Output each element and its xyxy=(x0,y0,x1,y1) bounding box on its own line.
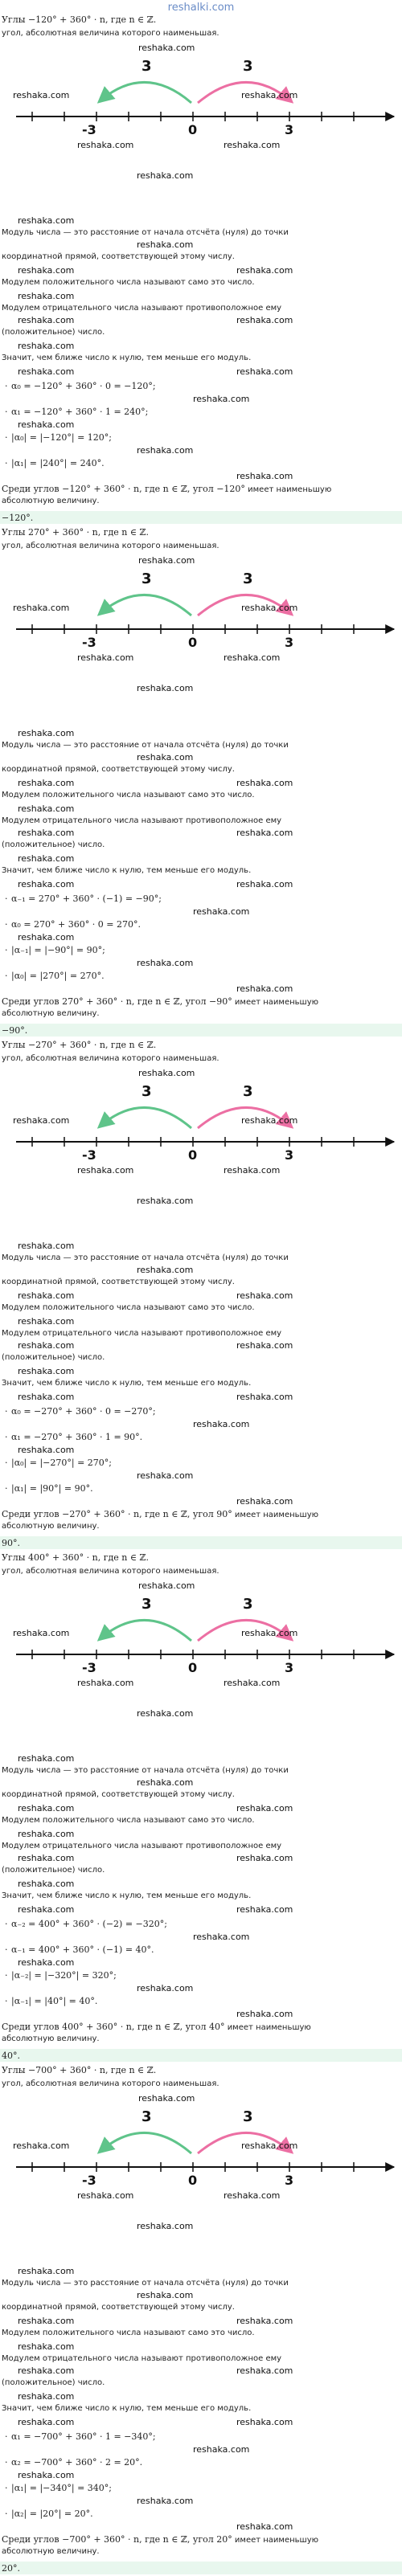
definition-line: Модулем отрицательного числа называют противоположное ему xyxy=(2,1329,282,1338)
calc-step: · |α₁| = |240°| = 240°. xyxy=(11,458,105,468)
watermark: reshaka.com xyxy=(18,879,75,889)
calc-step: · |α₋₁| = |40°| = 40°. xyxy=(11,1996,97,2006)
definition-line: координатной прямой, соответствующей этому числу. xyxy=(2,1790,235,1799)
watermark: reshaka.com xyxy=(137,1983,194,1993)
result-line xyxy=(2,2534,318,2545)
definition-line: координатной прямой, соответствующей этому числу. xyxy=(2,2303,235,2312)
watermark: reshaka.com xyxy=(137,239,194,250)
axis-label-zero: 0 xyxy=(188,635,198,650)
watermark: reshaka.com xyxy=(18,2417,75,2427)
watermark: reshaka.com xyxy=(236,265,293,276)
watermark: reshaka.com xyxy=(193,1932,250,1942)
result-suffix: имеет наименьшую xyxy=(227,2023,311,2032)
watermark: reshaka.com xyxy=(236,1853,293,1863)
result-suffix: имеет наименьшую xyxy=(248,485,332,494)
left-arc-arrow xyxy=(100,2132,191,2153)
definition-line: Модулем отрицательного числа называют противоположное ему xyxy=(2,304,282,313)
result-line xyxy=(2,996,318,1007)
watermark: reshaka.com xyxy=(236,1340,293,1351)
arc-left-label: 3 xyxy=(142,1596,152,1613)
result-suffix-2: абсолютную величину. xyxy=(2,2547,100,2556)
arc-left-label: 3 xyxy=(142,570,152,587)
answer-highlight xyxy=(0,2049,402,2062)
problem-question: Углы −270° + 360° · n, где n ∈ ℤ. xyxy=(2,1040,157,1050)
problem-block xyxy=(0,1038,402,1551)
arc-left-label: 3 xyxy=(142,1083,152,1100)
watermark: reshaka.com xyxy=(138,2093,195,2104)
watermark: reshaka.com xyxy=(137,1470,194,1481)
axis-label-three: 3 xyxy=(285,635,294,650)
watermark: reshaka.com xyxy=(224,652,281,663)
watermark: reshaka.com xyxy=(18,1904,75,1915)
watermark: reshaka.com xyxy=(18,1340,75,1351)
definition-line: Модулем отрицательного числа называют противоположное ему xyxy=(2,1842,282,1850)
problem-question: Углы 270° + 360° · n, где n ∈ ℤ. xyxy=(2,527,150,538)
axis-label-zero: 0 xyxy=(188,122,198,137)
arc-right-label: 3 xyxy=(243,1596,253,1613)
definition-line: Модуль числа — это расстояние от начала отсчёта (нуля) до точки xyxy=(2,1253,289,1262)
axis-label-minus-three: -3 xyxy=(82,1147,96,1163)
watermark: reshaka.com xyxy=(18,932,75,942)
question-suffix: угол, абсолютная величина которого наименьшая. xyxy=(2,1567,219,1576)
definition-line: Модуль числа — это расстояние от начала отсчёта (нуля) до точки xyxy=(2,228,289,237)
calc-step: · α₀ = 270° + 360° · 0 = 270°. xyxy=(11,919,141,930)
calc-step: · α₁ = −270° + 360° · 1 = 90°. xyxy=(11,1432,142,1442)
answer-value: −120°. xyxy=(2,513,34,523)
watermark: reshaka.com xyxy=(193,394,250,404)
question-suffix: угол, абсолютная величина которого наименьшая. xyxy=(2,542,219,550)
watermark: reshaka.com xyxy=(137,2496,194,2506)
watermark: reshaka.com xyxy=(18,265,75,276)
watermark: reshaka.com xyxy=(18,2266,75,2276)
answer-value: 20°. xyxy=(2,2563,20,2574)
axis-label-minus-three: -3 xyxy=(82,2173,96,2188)
definition-line: (положительное) число. xyxy=(2,328,105,337)
watermark: reshaka.com xyxy=(18,1445,75,1455)
watermark: reshaka.com xyxy=(18,1366,75,1376)
axis-label-three: 3 xyxy=(285,2173,294,2188)
axis-label-zero: 0 xyxy=(188,1660,198,1675)
arc-right-label: 3 xyxy=(243,1083,253,1100)
watermark: reshaka.com xyxy=(18,1829,75,1839)
definition-line: Модулем отрицательного числа называют противоположное ему xyxy=(2,2354,282,2363)
number-line-diagram xyxy=(0,2104,402,2224)
definition-line: (положительное) число. xyxy=(2,840,105,849)
problem-block xyxy=(0,1551,402,2063)
definition-line: Модулем положительного числа называют само это число. xyxy=(2,1303,255,1312)
watermark: reshaka.com xyxy=(236,983,293,994)
definition-line: координатной прямой, соответствующей этому числу. xyxy=(2,765,235,774)
result-suffix: имеет наименьшую xyxy=(234,2536,319,2545)
watermark: reshaka.com xyxy=(18,2470,75,2480)
watermark: reshaka.com xyxy=(241,603,298,613)
watermark: reshaka.com xyxy=(241,90,298,100)
watermark: reshaka.com xyxy=(18,1753,75,1764)
definition-line: (положительное) число. xyxy=(2,2378,105,2387)
watermark: reshaka.com xyxy=(236,471,293,481)
watermark: reshaka.com xyxy=(13,2141,70,2151)
result-text: Среди углов −700° + 360° · n, где n ∈ ℤ, угол 20° xyxy=(2,2534,232,2545)
watermark: reshaka.com xyxy=(137,1196,194,1206)
result-line xyxy=(2,1509,318,1519)
watermark: reshaka.com xyxy=(137,2221,194,2231)
answer-value: 90°. xyxy=(2,1538,20,1548)
result-text: Среди углов −270° + 360° · n, где n ∈ ℤ, угол 90° xyxy=(2,1509,232,1519)
watermark: reshaka.com xyxy=(236,2417,293,2427)
watermark: reshaka.com xyxy=(18,1392,75,1402)
watermark: reshaka.com xyxy=(18,803,75,814)
result-text: Среди углов 400° + 360° · n, где n ∈ ℤ, угол 40° xyxy=(2,2022,225,2032)
question-suffix: угол, абсолютная величина которого наименьшая. xyxy=(2,29,219,38)
result-line xyxy=(2,2022,311,2032)
arc-left-label: 3 xyxy=(142,58,152,75)
calc-step: · α₁ = −120° + 360° · 1 = 240°; xyxy=(11,407,148,417)
calc-step: · |α₁| = |90°| = 90°. xyxy=(11,1483,93,1494)
watermark: reshaka.com xyxy=(18,291,75,301)
watermark: reshaka.com xyxy=(13,603,70,613)
definition-line: Модулем отрицательного числа называют противоположное ему xyxy=(2,816,282,825)
calc-step: · |α₁| = |−340°| = 340°; xyxy=(11,2483,112,2493)
result-suffix: имеет наименьшую xyxy=(234,998,319,1007)
left-arc-arrow xyxy=(100,595,191,615)
problem-question: Углы 400° + 360° · n, где n ∈ ℤ. xyxy=(2,1552,150,1563)
watermark: reshaka.com xyxy=(137,958,194,968)
definition-line: Значит, чем ближе число к нулю, тем меньше его модуль. xyxy=(2,2404,252,2413)
definition-line: Значит, чем ближе число к нулю, тем меньше его модуль. xyxy=(2,354,252,362)
watermark: reshaka.com xyxy=(236,315,293,325)
watermark: reshaka.com xyxy=(137,445,194,456)
axis-label-minus-three: -3 xyxy=(82,1660,96,1675)
calc-step: · α₋₁ = 400° + 360° · (−1) = 40°. xyxy=(11,1944,154,1955)
result-text: Среди углов 270° + 360° · n, где n ∈ ℤ, угол −90° xyxy=(2,996,232,1007)
question-suffix: угол, абсолютная величина которого наименьшая. xyxy=(2,2079,219,2088)
watermark: reshaka.com xyxy=(18,419,75,430)
watermark: reshaka.com xyxy=(224,1678,281,1688)
watermark: reshaka.com xyxy=(241,1115,298,1126)
definition-line: Модулем положительного числа называют само это число. xyxy=(2,2329,255,2337)
definition-line: координатной прямой, соответствующей этому числу. xyxy=(2,1278,235,1286)
definition-line: Модулем положительного числа называют само это число. xyxy=(2,791,255,799)
calc-step: · α₂ = −700° + 360° · 2 = 20°. xyxy=(11,2457,142,2468)
watermark: reshaka.com xyxy=(236,879,293,889)
watermark: reshaka.com xyxy=(18,728,75,738)
watermark: reshaka.com xyxy=(18,1290,75,1301)
result-suffix-2: абсолютную величину. xyxy=(2,1522,100,1531)
watermark: reshaka.com xyxy=(236,1392,293,1402)
calc-step: · |α₋₂| = |−320°| = 320°; xyxy=(11,1970,117,1981)
watermark: reshaka.com xyxy=(18,1853,75,1863)
watermark: reshaka.com xyxy=(13,1115,70,1126)
answer-highlight xyxy=(0,1024,402,1037)
calc-step: · α₁ = −700° + 360° · 1 = −340°; xyxy=(11,2431,156,2442)
watermark: reshaka.com xyxy=(236,1496,293,1507)
watermark: reshaka.com xyxy=(18,1316,75,1327)
calc-step: · |α₂| = |20°| = 20°. xyxy=(11,2509,93,2519)
watermark: reshaka.com xyxy=(18,2391,75,2402)
watermark: reshaka.com xyxy=(138,43,195,53)
left-arc-arrow xyxy=(100,1107,191,1128)
number-line-diagram xyxy=(0,1591,402,1711)
result-suffix-2: абсолютную величину. xyxy=(2,1009,100,1018)
result-suffix-2: абсолютную величину. xyxy=(2,2034,100,2043)
number-line-diagram xyxy=(0,53,402,174)
result-suffix: имеет наименьшую xyxy=(234,1511,319,1519)
watermark: reshaka.com xyxy=(77,140,134,150)
axis-label-minus-three: -3 xyxy=(82,122,96,137)
watermark: reshaka.com xyxy=(18,215,75,226)
watermark: reshaka.com xyxy=(13,1628,70,1638)
watermark: reshaka.com xyxy=(193,2444,250,2455)
watermark: reshaka.com xyxy=(193,906,250,917)
axis-label-three: 3 xyxy=(285,122,294,137)
watermark: reshaka.com xyxy=(18,1803,75,1813)
definition-line: Модуль числа — это расстояние от начала отсчёта (нуля) до точки xyxy=(2,1766,289,1775)
calc-step: · |α₀| = |−120°| = 120°; xyxy=(11,432,112,443)
watermark: reshaka.com xyxy=(137,1708,194,1719)
watermark: reshaka.com xyxy=(77,1165,134,1176)
definition-line: Значит, чем ближе число к нулю, тем меньше его модуль. xyxy=(2,866,252,875)
calc-step: · α₋₁ = 270° + 360° · (−1) = −90°; xyxy=(11,893,162,904)
left-arc-arrow xyxy=(100,1620,191,1641)
axis-label-zero: 0 xyxy=(188,1147,198,1163)
result-suffix-2: абсолютную величину. xyxy=(2,497,100,505)
watermark: reshaka.com xyxy=(18,828,75,838)
answer-highlight xyxy=(0,511,402,524)
definition-line: координатной прямой, соответствующей этому числу. xyxy=(2,252,235,261)
axis-label-three: 3 xyxy=(285,1660,294,1675)
answer-value: −90°. xyxy=(2,1025,28,1036)
left-arc-arrow xyxy=(100,82,191,103)
watermark: reshaka.com xyxy=(241,2141,298,2151)
calc-step: · |α₀| = |270°| = 270°. xyxy=(11,971,105,981)
problem-block xyxy=(0,2063,402,2576)
watermark: reshaka.com xyxy=(137,1265,194,1275)
calc-step: · α₀ = −270° + 360° · 0 = −270°; xyxy=(11,1406,156,1417)
calc-step: · |α₀| = |−270°| = 270°; xyxy=(11,1458,112,1468)
definition-line: Модулем положительного числа называют само это число. xyxy=(2,278,255,287)
watermark: reshaka.com xyxy=(236,1904,293,1915)
definition-line: (положительное) число. xyxy=(2,1866,105,1875)
answer-highlight xyxy=(0,1536,402,1549)
watermark: reshaka.com xyxy=(18,1879,75,1889)
definition-line: Значит, чем ближе число к нулю, тем меньше его модуль. xyxy=(2,1379,252,1388)
watermark: reshaka.com xyxy=(236,828,293,838)
answer-value: 40°. xyxy=(2,2051,20,2061)
definition-line: Модуль числа — это расстояние от начала отсчёта (нуля) до точки xyxy=(2,741,289,750)
watermark: reshaka.com xyxy=(137,2290,194,2300)
watermark: reshaka.com xyxy=(18,366,75,377)
definition-line: Значит, чем ближе число к нулю, тем меньше его модуль. xyxy=(2,1891,252,1900)
number-line-diagram xyxy=(0,566,402,686)
arc-right-label: 3 xyxy=(243,2108,253,2125)
watermark: reshaka.com xyxy=(137,683,194,693)
watermark: reshaka.com xyxy=(18,2316,75,2326)
problem-block xyxy=(0,525,402,1038)
arc-right-label: 3 xyxy=(243,570,253,587)
watermark: reshaka.com xyxy=(236,2365,293,2376)
watermark: reshaka.com xyxy=(224,2190,281,2201)
number-line-diagram xyxy=(0,1078,402,1199)
watermark: reshaka.com xyxy=(77,652,134,663)
watermark: reshaka.com xyxy=(18,341,75,351)
watermark: reshaka.com xyxy=(236,2316,293,2326)
watermark: reshaka.com xyxy=(13,90,70,100)
calc-step: · |α₋₁| = |−90°| = 90°; xyxy=(11,945,105,955)
axis-label-minus-three: -3 xyxy=(82,635,96,650)
watermark: reshaka.com xyxy=(77,2190,134,2201)
calc-step: · α₀ = −120° + 360° · 0 = −120°; xyxy=(11,381,156,391)
watermark: reshaka.com xyxy=(18,1241,75,1251)
result-line xyxy=(2,484,331,494)
watermark: reshaka.com xyxy=(224,1165,281,1176)
watermark: reshaka.com xyxy=(236,366,293,377)
watermark: reshaka.com xyxy=(224,140,281,150)
watermark: reshaka.com xyxy=(241,1628,298,1638)
watermark: reshaka.com xyxy=(18,853,75,864)
axis-label-zero: 0 xyxy=(188,2173,198,2188)
watermark: reshaka.com xyxy=(77,1678,134,1688)
calc-step: · α₋₂ = 400° + 360° · (−2) = −320°; xyxy=(11,1919,167,1929)
solution-blocks xyxy=(0,13,402,2576)
watermark: reshaka.com xyxy=(138,1068,195,1078)
watermark: reshaka.com xyxy=(236,2521,293,2532)
watermark: reshaka.com xyxy=(138,555,195,566)
result-text: Среди углов −120° + 360° · n, где n ∈ ℤ, угол −120° xyxy=(2,484,245,494)
watermark: reshaka.com xyxy=(137,752,194,763)
definition-line: Модуль числа — это расстояние от начала отсчёта (нуля) до точки xyxy=(2,2279,289,2288)
watermark: reshaka.com xyxy=(236,2009,293,2019)
watermark: reshaka.com xyxy=(137,170,194,181)
watermark: reshaka.com xyxy=(236,1290,293,1301)
watermark: reshaka.com xyxy=(236,1803,293,1813)
problem-block xyxy=(0,13,402,525)
watermark: reshaka.com xyxy=(18,1957,75,1968)
arc-left-label: 3 xyxy=(142,2108,152,2125)
watermark: reshaka.com xyxy=(18,315,75,325)
definition-line: Модулем положительного числа называют само это число. xyxy=(2,1816,255,1825)
axis-label-three: 3 xyxy=(285,1147,294,1163)
watermark: reshaka.com xyxy=(138,1580,195,1591)
question-suffix: угол, абсолютная величина которого наименьшая. xyxy=(2,1054,219,1063)
watermark: reshaka.com xyxy=(236,778,293,788)
watermark: reshaka.com xyxy=(18,2365,75,2376)
site-title[interactable]: reshalki.com xyxy=(167,2,235,14)
arc-right-label: 3 xyxy=(243,58,253,75)
problem-question: Углы −120° + 360° · n, где n ∈ ℤ. xyxy=(2,14,157,25)
problem-question: Углы −700° + 360° · n, где n ∈ ℤ. xyxy=(2,2065,157,2075)
watermark: reshaka.com xyxy=(137,1777,194,1788)
watermark: reshaka.com xyxy=(193,1419,250,1429)
watermark: reshaka.com xyxy=(18,778,75,788)
watermark: reshaka.com xyxy=(18,2341,75,2352)
definition-line: (положительное) число. xyxy=(2,1353,105,1362)
